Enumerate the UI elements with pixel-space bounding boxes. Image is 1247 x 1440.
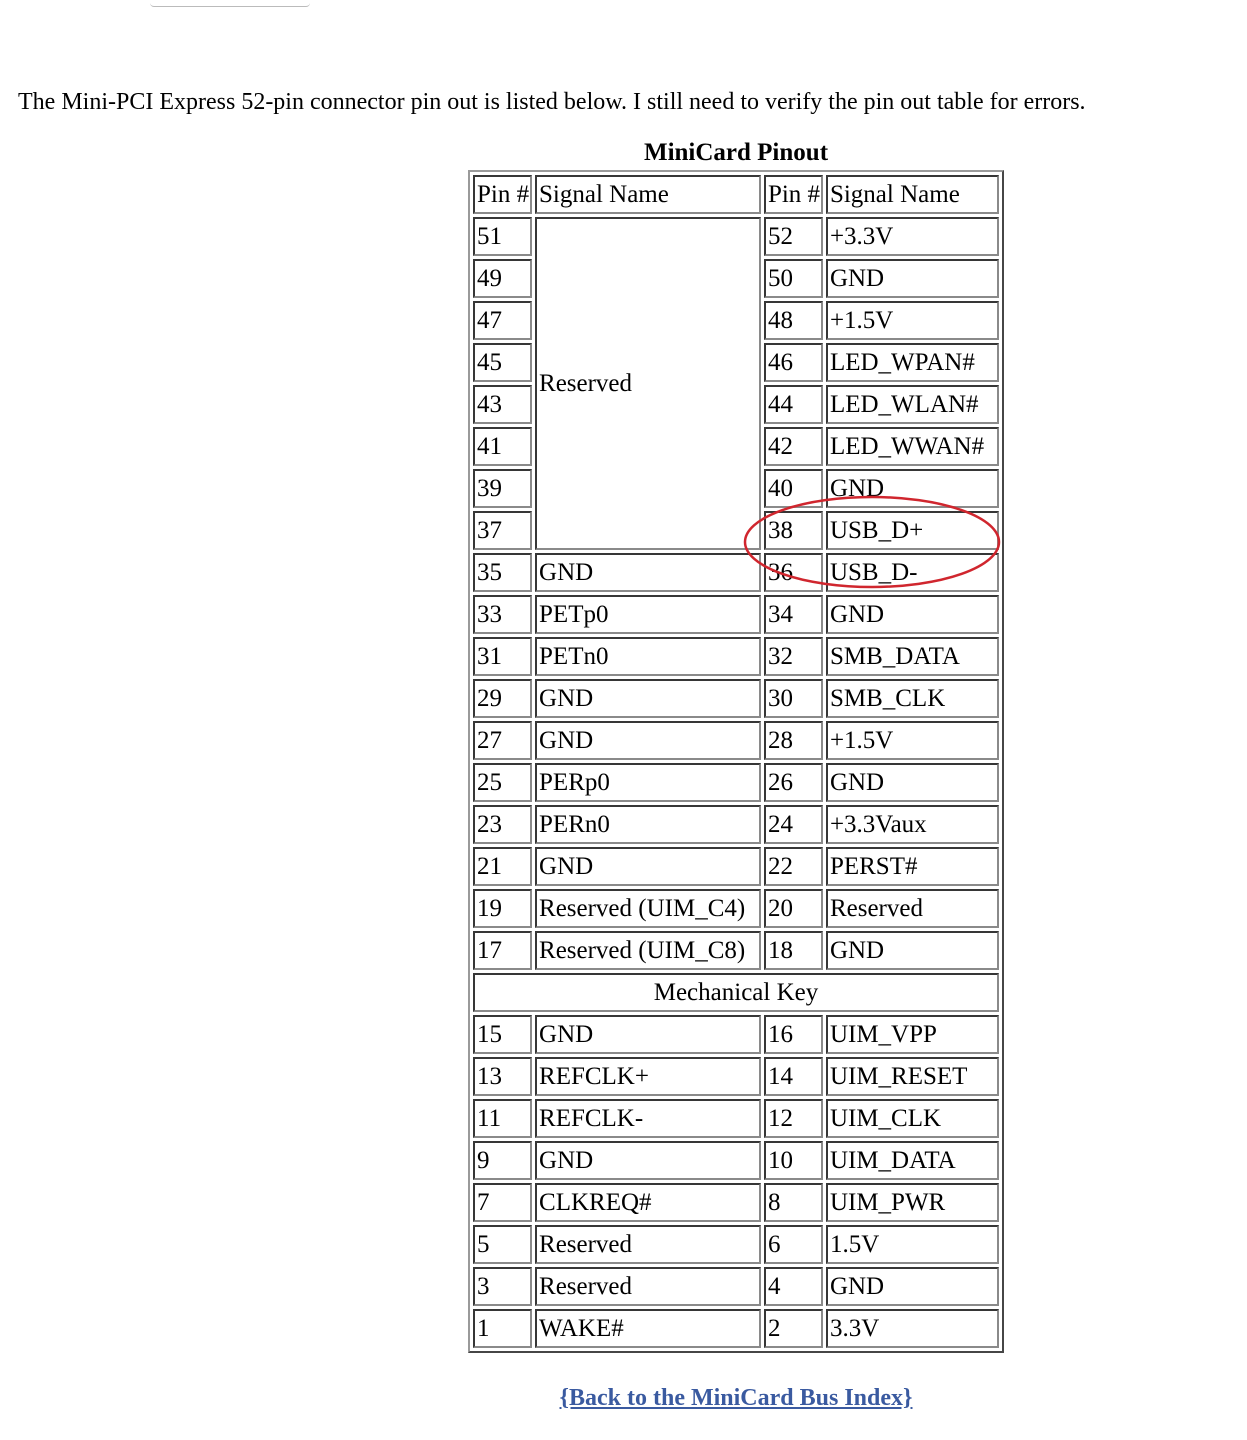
signal-right-cell: +3.3V (826, 217, 999, 256)
signal-right-cell: GND (826, 1267, 999, 1306)
top-edge-fragment (150, 0, 310, 7)
pin-left-cell: 7 (473, 1183, 532, 1222)
table-row (473, 889, 999, 928)
signal-right-cell: UIM_DATA (826, 1141, 999, 1180)
signal-left-cell: GND (535, 847, 761, 886)
signal-right-cell: Reserved (826, 889, 999, 928)
pin-left-cell: 23 (473, 805, 532, 844)
pin-right-cell: 8 (764, 1183, 823, 1222)
signal-right-cell: UIM_RESET (826, 1057, 999, 1096)
signal-right-cell: +1.5V (826, 301, 999, 340)
signal-left-cell: PERn0 (535, 805, 761, 844)
pin-right-cell: 16 (764, 1015, 823, 1054)
signal-left-cell: Reserved (UIM_C8) (535, 931, 761, 970)
pin-right-cell: 42 (764, 427, 823, 466)
table-row (473, 721, 999, 760)
signal-right-cell: +3.3Vaux (826, 805, 999, 844)
pin-left-cell: 3 (473, 1267, 532, 1306)
table-row (473, 1225, 999, 1264)
signal-left-cell: REFCLK- (535, 1099, 761, 1138)
table-row (473, 1141, 999, 1180)
pin-right-cell: 14 (764, 1057, 823, 1096)
pin-right-cell: 38 (764, 511, 823, 550)
pinout-table (468, 170, 1004, 1353)
signal-right-cell: UIM_CLK (826, 1099, 999, 1138)
pin-left-cell: 25 (473, 763, 532, 802)
back-link-container (468, 1382, 1004, 1414)
signal-left-cell: GND (535, 1141, 761, 1180)
signal-right-cell: GND (826, 931, 999, 970)
pin-right-cell: 26 (764, 763, 823, 802)
pin-left-cell: 45 (473, 343, 532, 382)
pin-left-cell: 51 (473, 217, 532, 256)
pin-right-cell: 28 (764, 721, 823, 760)
table-row (473, 931, 999, 970)
table-row (473, 679, 999, 718)
pin-right-cell: 6 (764, 1225, 823, 1264)
signal-right-cell: LED_WWAN# (826, 427, 999, 466)
table-row (473, 763, 999, 802)
signal-left-cell: REFCLK+ (535, 1057, 761, 1096)
pin-left-cell: 43 (473, 385, 532, 424)
pin-left-cell: 5 (473, 1225, 532, 1264)
pin-right-cell: 50 (764, 259, 823, 298)
signal-left-cell: PETp0 (535, 595, 761, 634)
signal-right-cell: GND (826, 763, 999, 802)
mechanical-key-row (473, 973, 999, 1012)
pin-left-cell: 17 (473, 931, 532, 970)
pin-left-cell: 41 (473, 427, 532, 466)
table-row (473, 1309, 999, 1348)
pin-left-cell: 21 (473, 847, 532, 886)
pin-left-cell: 19 (473, 889, 532, 928)
header-signal-right: Signal Name (826, 175, 999, 214)
pin-left-cell: 31 (473, 637, 532, 676)
table-row (473, 847, 999, 886)
pin-right-cell: 20 (764, 889, 823, 928)
pin-right-cell: 10 (764, 1141, 823, 1180)
pin-right-cell: 4 (764, 1267, 823, 1306)
table-row (473, 1015, 999, 1054)
signal-left-cell: Reserved (535, 1267, 761, 1306)
header-pin-right: Pin # (764, 175, 823, 214)
signal-left-cell: GND (535, 1015, 761, 1054)
signal-right-cell: SMB_CLK (826, 679, 999, 718)
header-row (473, 175, 999, 214)
pin-left-cell: 33 (473, 595, 532, 634)
signal-left-cell: CLKREQ# (535, 1183, 761, 1222)
signal-right-cell: GND (826, 259, 999, 298)
signal-right-cell: GND (826, 469, 999, 508)
pin-right-cell: 18 (764, 931, 823, 970)
pin-left-cell: 27 (473, 721, 532, 760)
signal-right-cell: +1.5V (826, 721, 999, 760)
signal-right-cell: UIM_VPP (826, 1015, 999, 1054)
header-signal-left: Signal Name (535, 175, 761, 214)
pin-right-cell: 34 (764, 595, 823, 634)
signal-right-cell: GND (826, 595, 999, 634)
table-row (473, 805, 999, 844)
pin-left-cell: 11 (473, 1099, 532, 1138)
signal-left-cell: PETn0 (535, 637, 761, 676)
pin-right-cell: 32 (764, 637, 823, 676)
table-row (473, 595, 999, 634)
pin-left-cell: 49 (473, 259, 532, 298)
pin-left-cell: 1 (473, 1309, 532, 1348)
signal-left-cell: PERp0 (535, 763, 761, 802)
table-row (473, 1057, 999, 1096)
pin-left-cell: 13 (473, 1057, 532, 1096)
pin-right-cell: 44 (764, 385, 823, 424)
signal-left-cell: GND (535, 553, 761, 592)
pin-right-cell: 40 (764, 469, 823, 508)
pin-left-cell: 37 (473, 511, 532, 550)
reserved-block-cell: Reserved (535, 217, 761, 550)
signal-right-cell: 1.5V (826, 1225, 999, 1264)
pin-right-cell: 22 (764, 847, 823, 886)
signal-left-cell: WAKE# (535, 1309, 761, 1348)
signal-right-cell: UIM_PWR (826, 1183, 999, 1222)
signal-left-cell: Reserved (UIM_C4) (535, 889, 761, 928)
pin-left-cell: 15 (473, 1015, 532, 1054)
pin-right-cell: 48 (764, 301, 823, 340)
intro-paragraph: The Mini-PCI Express 52-pin connector pin out is listed below. I still need to verify the pin out table for errors. (18, 89, 1086, 115)
signal-left-cell: GND (535, 679, 761, 718)
pin-right-cell: 24 (764, 805, 823, 844)
mechanical-key-cell: Mechanical Key (473, 973, 999, 1012)
table-row (473, 1099, 999, 1138)
signal-right-cell: USB_D- (826, 553, 999, 592)
signal-left-cell: Reserved (535, 1225, 761, 1264)
header-pin-left: Pin # (473, 175, 532, 214)
back-to-index-link[interactable]: {Back to the MiniCard Bus Index} (559, 1385, 913, 1411)
signal-right-cell: 3.3V (826, 1309, 999, 1348)
pin-right-cell: 36 (764, 553, 823, 592)
table-row (473, 217, 999, 256)
pin-right-cell: 12 (764, 1099, 823, 1138)
table-row (473, 1183, 999, 1222)
pin-right-cell: 30 (764, 679, 823, 718)
pin-right-cell: 52 (764, 217, 823, 256)
signal-right-cell: LED_WLAN# (826, 385, 999, 424)
pin-left-cell: 39 (473, 469, 532, 508)
pin-left-cell: 35 (473, 553, 532, 592)
table-caption: MiniCard Pinout (643, 139, 829, 166)
pin-left-cell: 9 (473, 1141, 532, 1180)
signal-right-cell: SMB_DATA (826, 637, 999, 676)
pinout-table-body (473, 175, 999, 1348)
signal-left-cell: GND (535, 721, 761, 760)
pin-right-cell: 2 (764, 1309, 823, 1348)
pin-left-cell: 47 (473, 301, 532, 340)
table-row (473, 553, 999, 592)
signal-right-cell: LED_WPAN# (826, 343, 999, 382)
table-row (473, 637, 999, 676)
table-row (473, 1267, 999, 1306)
pin-right-cell: 46 (764, 343, 823, 382)
pin-left-cell: 29 (473, 679, 532, 718)
signal-right-cell: PERST# (826, 847, 999, 886)
signal-right-cell: USB_D+ (826, 511, 999, 550)
